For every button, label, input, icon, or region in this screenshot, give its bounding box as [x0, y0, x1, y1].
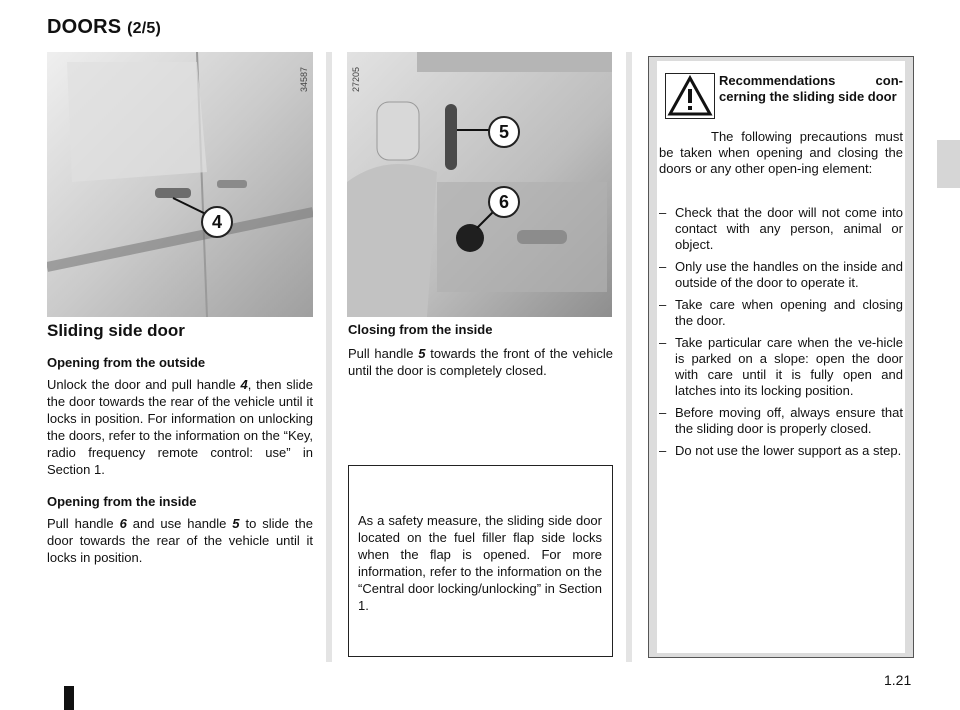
- page-title-text: DOORS: [47, 16, 122, 38]
- page-title-part: (2/5): [127, 20, 162, 37]
- text: Unlock the door and pull handle: [47, 377, 241, 392]
- middle-column: [348, 322, 613, 379]
- dash: –: [659, 443, 667, 458]
- handle-ref: 6: [119, 516, 127, 531]
- warning-item-text: Take particular care when the ve-hicle is parked on a slope: open the door with care until it is fully open and latches into its locking position.: [675, 335, 903, 398]
- warning-item: [659, 297, 903, 329]
- photo-interior-door-handles: [347, 52, 612, 317]
- print-mark: [64, 686, 74, 710]
- warning-panel: [648, 56, 914, 658]
- handle-ref: 5: [418, 346, 426, 361]
- safety-note-text: As a safety measure, the sliding side door located on the fuel filler flap side locks when the flap is opened. For more information, refer to the information on the “Central door locking/unlocking” in Section 1.: [358, 513, 602, 613]
- handle-ref: 5: [232, 516, 240, 531]
- warning-item: [659, 259, 903, 291]
- warning-item-text: Do not use the lower support as a step.: [675, 443, 902, 458]
- page-number: 1.21: [884, 672, 912, 688]
- warning-intro: The following precautions must be taken when opening and closing the doors or any other open-ing element:: [659, 129, 903, 176]
- dash: –: [659, 259, 667, 274]
- photo-exterior-door-handle: [47, 52, 313, 317]
- paragraph-opening-inside: [47, 515, 313, 566]
- warning-panel-inner: [657, 61, 905, 653]
- text: towards the front of the vehicle until the door is completely closed.: [348, 346, 613, 378]
- subheading-opening-inside: Opening from the inside: [47, 494, 197, 509]
- warning-title: Recommendations con-cerning the sliding side door: [719, 73, 903, 104]
- dash: –: [659, 205, 667, 220]
- paragraph-closing-inside: [348, 345, 613, 379]
- paragraph-opening-outside: [47, 376, 313, 478]
- text: , then slide the door towards the rear of the vehicle until it locks in position. For information on unlocking the doors, refer to the information on the “Key, radio frequency remote control: use” in Section 1.: [47, 377, 313, 477]
- warning-item-text: Check that the door will not come into contact with any person, animal or object.: [675, 205, 903, 252]
- subheading-opening-outside: Opening from the outside: [47, 355, 206, 370]
- callout-4: 4: [201, 206, 233, 238]
- warning-item-text: Take care when opening and closing the door.: [675, 297, 903, 328]
- subheading-closing-inside: Closing from the inside: [348, 322, 493, 337]
- warning-list: [659, 205, 903, 464]
- handle-ref: 4: [240, 377, 248, 392]
- warning-icon: [665, 73, 715, 119]
- dash: –: [659, 335, 667, 350]
- callout-5: 5: [488, 116, 520, 148]
- dash: –: [659, 297, 667, 312]
- section-heading: Sliding side door: [47, 321, 185, 340]
- warning-item-text: Only use the handles on the inside and outside of the door to operate it.: [675, 259, 903, 290]
- warning-item: [659, 443, 903, 459]
- dash: –: [659, 405, 667, 420]
- interior-door-illustration: [347, 52, 612, 317]
- warning-item: [659, 335, 903, 399]
- left-column: [47, 321, 313, 566]
- image-ref-number: 27205: [351, 66, 361, 92]
- exterior-door-illustration: [47, 52, 313, 317]
- text: Pull handle: [47, 516, 120, 531]
- warning-triangle-icon: [666, 74, 714, 118]
- text: and use handle: [126, 516, 233, 531]
- column-divider: [626, 52, 632, 662]
- column-divider: [326, 52, 332, 662]
- callout-6: 6: [488, 186, 520, 218]
- text: Pull handle: [348, 346, 419, 361]
- warning-item: [659, 405, 903, 437]
- warning-item: [659, 205, 903, 253]
- image-ref-number: 34587: [299, 66, 309, 92]
- section-tab-marker: [937, 140, 960, 188]
- text: to slide the door towards the rear of the vehicle until it locks in position.: [47, 516, 313, 565]
- warning-item-text: Before moving off, always ensure that the sliding door is properly closed.: [675, 405, 903, 436]
- safety-note-box: [348, 465, 613, 657]
- page-title: [47, 16, 161, 39]
